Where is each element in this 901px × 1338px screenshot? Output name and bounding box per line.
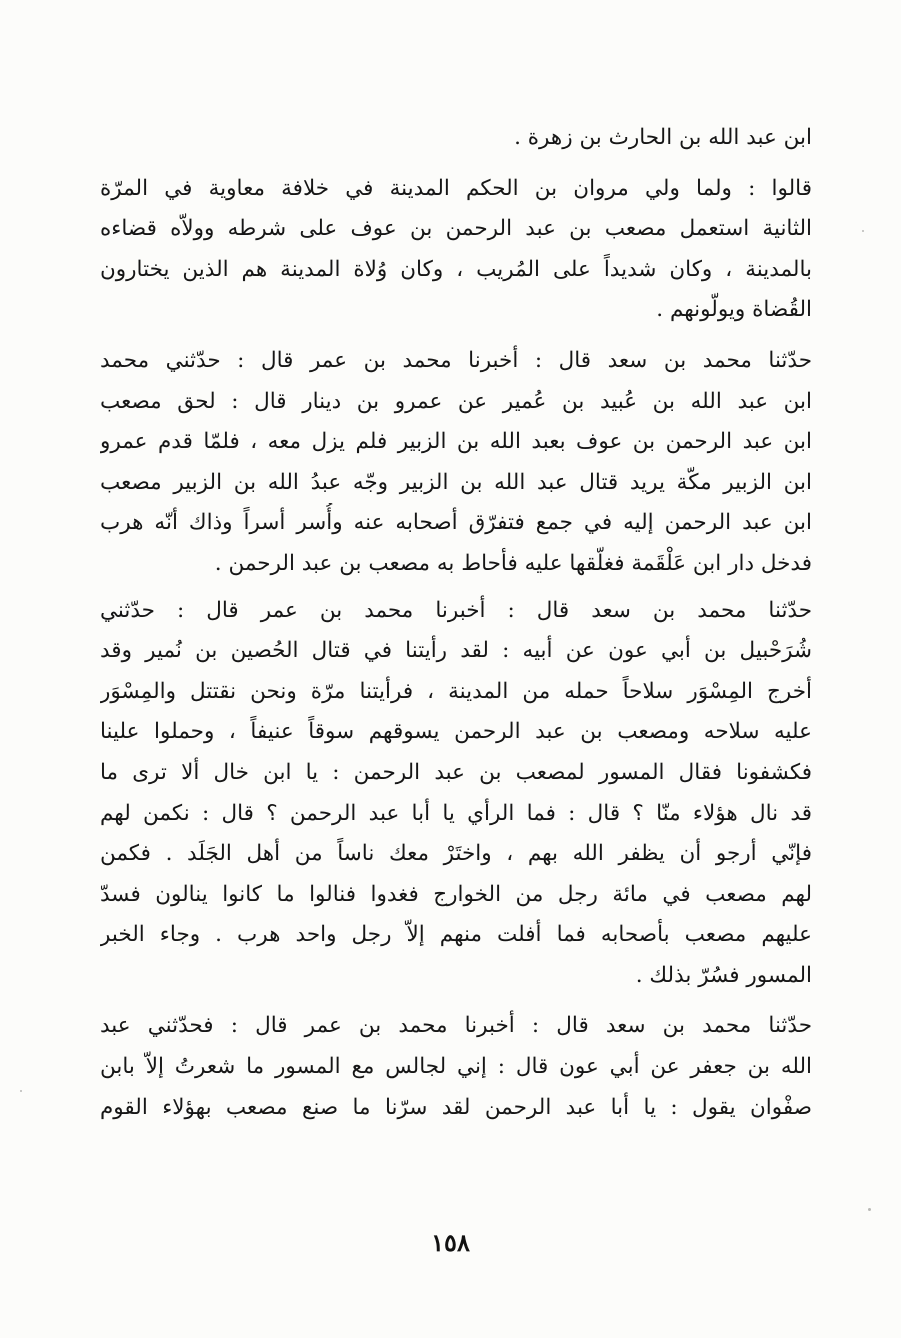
text-line: شُرَحْبيل بن أبي عون عن أبيه : لقد رأيتنا في قتال الحُصين بن نُمير وقد	[100, 638, 812, 664]
paragraph	[100, 591, 812, 997]
page-number: ١٥٨	[431, 1228, 470, 1257]
text-line: ابن عبد الرحمن إليه في جمع فتفرّق أصحابه عنه وأُسر أسراً وذاك أنّه هرب	[100, 510, 812, 536]
scan-speck	[20, 1090, 22, 1092]
text-line: لهم مصعب في مائة رجل من الخوارج فغدوا فنالوا ما كانوا ينالون فسدّ	[100, 881, 812, 907]
text-line: قد نال هؤلاء منّا ؟ قال : فما الرأي يا أبا عبد الرحمن ؟ قال : نكمن لهم	[100, 800, 812, 826]
text-line: الله بن جعفر عن أبي عون قال : إني لجالس مع المسور ما شعرتُ إلاّ بابن	[100, 1054, 812, 1080]
text-line: حدّثنا محمد بن سعد قال : أخبرنا محمد بن عمر قال : حدّثني محمد	[100, 347, 812, 373]
text-line: أخرج المِسْوَر سلاحاً حمله من المدينة ، فرأيتنا مرّة ونحن نقتتل والمِسْوَر	[100, 678, 812, 704]
paragraph	[100, 1006, 812, 1128]
text-line: المسور فسُرّ بذلك .	[635, 962, 812, 988]
text-line: حدّثنا محمد بن سعد قال : أخبرنا محمد بن عمر قال : فحدّثني عبد	[100, 1013, 812, 1039]
text-line: ابن عبد الله بن الحارث بن زهرة .	[514, 125, 812, 150]
text-line: ابن الزبير مكّة يريد قتال عبد الله بن الزبير وجّه عبدُ الله بن الزبير مصعب	[100, 469, 812, 495]
scan-speck	[862, 230, 864, 232]
paragraph	[100, 341, 812, 585]
text-line: عليهم مصعب بأصحابه فما أفلت منهم إلاّ رجل واحد هرب . وجاء الخبر	[100, 922, 812, 948]
text-line: فإنّي أرجو أن يظفر الله بهم ، واختَرْ معك ناساً من أهل الجَلَد . فكمن	[100, 841, 812, 867]
text-line: فدخل دار ابن عَلْقَمة فغلّقها عليه فأحاط به مصعب بن عبد الرحمن .	[214, 550, 812, 576]
text-line: ابن عبد الله بن عُبيد بن عُمير عن عمرو بن دينار قال : لحق مصعب	[100, 388, 812, 414]
body-text	[100, 118, 812, 1128]
text-line: قالوا : ولما ولي مروان بن الحكم المدينة في خلافة معاوية في المرّة	[100, 175, 812, 201]
text-line: عليه سلاحه ومصعب بن عبد الرحمن يسوقهم سوقاً عنيفاً ، وحملوا علينا	[100, 719, 812, 745]
paragraph	[100, 118, 812, 159]
text-line: فكشفونا فقال المسور لمصعب بن عبد الرحمن : يا ابن خال ألا ترى ما	[100, 759, 812, 785]
paragraph	[100, 169, 812, 331]
scan-speck	[868, 1208, 871, 1211]
text-line: ابن عبد الرحمن بن عوف بعبد الله بن الزبير فلم يزل معه ، فلمّا قدم عمرو	[100, 429, 812, 455]
text-line: القُضاة ويولّونهم .	[656, 297, 812, 323]
text-line: حدّثنا محمد بن سعد قال : أخبرنا محمد بن عمر قال : حدّثني	[100, 597, 812, 623]
text-line: بالمدينة ، وكان شديداً على المُريب ، وكان وُلاة المدينة هم الذين يختارون	[100, 256, 812, 282]
text-line: الثانية استعمل مصعب بن عبد الرحمن بن عوف على شرطه وولاّه قضاءه	[100, 216, 812, 242]
text-line: صفْوان يقول : يا أبا عبد الرحمن لقد سرّنا ما صنع مصعب بهؤلاء القوم	[100, 1094, 812, 1120]
